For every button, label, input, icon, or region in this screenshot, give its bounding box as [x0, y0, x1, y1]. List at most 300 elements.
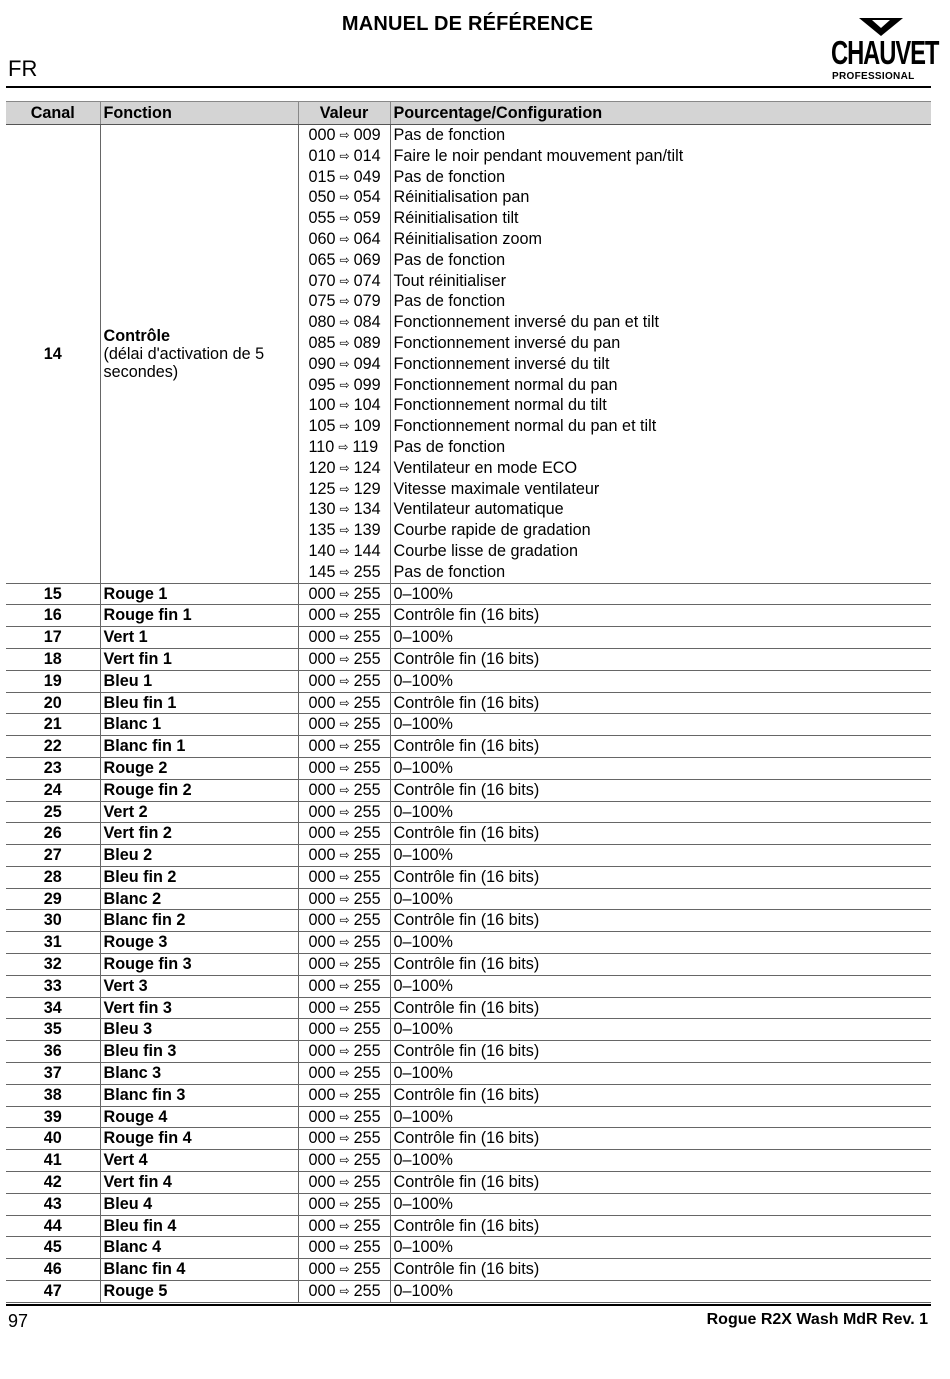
chauvet-logo — [829, 18, 939, 84]
setting-description: Contrôle fin (16 bits) — [390, 1128, 931, 1150]
range-from: 000 — [308, 693, 336, 712]
double-arrow-right-icon: ⇨ — [338, 439, 349, 454]
table-row — [6, 1281, 931, 1303]
channel-function: Rouge fin 4 — [100, 1128, 298, 1150]
setting-description: Contrôle fin (16 bits) — [390, 910, 931, 932]
range-to: 109 — [353, 417, 381, 436]
page-number: 97 — [8, 1311, 29, 1331]
double-arrow-right-icon: ⇨ — [339, 564, 350, 579]
range-to: 255 — [353, 1020, 381, 1039]
double-arrow-right-icon: ⇨ — [339, 502, 350, 517]
setting-description: 0–100% — [390, 1281, 931, 1303]
range-to: 255 — [353, 824, 381, 843]
double-arrow-right-icon: ⇨ — [339, 543, 350, 558]
value-range — [298, 692, 390, 714]
range-from: 070 — [308, 271, 336, 290]
page-title: MANUEL DE RÉFÉRENCE — [341, 13, 594, 35]
range-from: 055 — [308, 209, 336, 228]
channel-function: Bleu fin 1 — [100, 692, 298, 714]
channel-function: Blanc fin 1 — [100, 736, 298, 758]
setting-description: 0–100% — [390, 1106, 931, 1128]
double-arrow-right-icon: ⇨ — [339, 273, 350, 288]
setting-description: Contrôle fin (16 bits) — [390, 779, 931, 801]
range-to: 255 — [353, 1064, 381, 1083]
setting-description: Fonctionnement normal du pan — [393, 375, 618, 394]
range-from: 000 — [308, 715, 336, 734]
channel-number: 24 — [6, 779, 100, 801]
range-from: 080 — [308, 313, 336, 332]
channel-number: 36 — [6, 1041, 100, 1063]
channel-function: Blanc 2 — [100, 888, 298, 910]
value-range — [298, 779, 390, 801]
table-row — [6, 910, 931, 932]
range-to: 099 — [353, 375, 381, 394]
range-to: 144 — [353, 541, 381, 560]
channel-number: 26 — [6, 823, 100, 845]
value-range — [298, 845, 390, 867]
table-row — [6, 997, 931, 1019]
double-arrow-right-icon: ⇨ — [339, 169, 350, 184]
range-from: 095 — [308, 375, 336, 394]
double-arrow-right-icon: ⇨ — [339, 717, 350, 732]
value-range — [298, 627, 390, 649]
setting-description: Pas de fonction — [393, 292, 506, 311]
table-row — [6, 845, 931, 867]
double-arrow-right-icon: ⇨ — [339, 460, 350, 475]
value-range — [298, 1063, 390, 1085]
range-from: 000 — [308, 737, 336, 756]
channel-function: Blanc fin 4 — [100, 1259, 298, 1281]
value-range — [298, 1084, 390, 1106]
range-to: 124 — [353, 458, 381, 477]
value-range — [298, 801, 390, 823]
range-to: 069 — [353, 250, 381, 269]
range-from: 000 — [308, 802, 336, 821]
range-from: 000 — [308, 1260, 336, 1279]
table-row — [6, 954, 931, 976]
setting-description: Contrôle fin (16 bits) — [390, 1041, 931, 1063]
channel-number: 25 — [6, 801, 100, 823]
double-arrow-right-icon: ⇨ — [339, 695, 350, 710]
range-to: 129 — [353, 479, 381, 498]
table-row — [6, 1063, 931, 1085]
value-range — [298, 932, 390, 954]
double-arrow-right-icon: ⇨ — [339, 848, 350, 863]
range-from: 000 — [308, 998, 336, 1017]
channel-function: Vert 2 — [100, 801, 298, 823]
channel-number: 27 — [6, 845, 100, 867]
double-arrow-right-icon: ⇨ — [339, 782, 350, 797]
double-arrow-right-icon: ⇨ — [339, 231, 350, 246]
table-row — [6, 736, 931, 758]
double-arrow-right-icon: ⇨ — [339, 1087, 350, 1102]
range-from: 065 — [308, 250, 336, 269]
range-to: 255 — [353, 1260, 381, 1279]
channel-number: 23 — [6, 757, 100, 779]
double-arrow-right-icon: ⇨ — [339, 739, 350, 754]
channel-function: Bleu 1 — [100, 670, 298, 692]
channel-function: Vert 3 — [100, 975, 298, 997]
double-arrow-right-icon: ⇨ — [339, 673, 350, 688]
value-range — [298, 866, 390, 888]
range-from: 000 — [308, 867, 336, 886]
channel-number: 40 — [6, 1128, 100, 1150]
range-from: 000 — [308, 976, 336, 995]
range-to: 255 — [353, 1129, 381, 1148]
value-range — [298, 416, 390, 437]
range-to: 255 — [353, 780, 381, 799]
table-row — [6, 1128, 931, 1150]
channel-function: Rouge 4 — [100, 1106, 298, 1128]
table-row — [6, 866, 931, 888]
range-from: 000 — [308, 1042, 336, 1061]
range-to: 255 — [353, 671, 381, 690]
channel-function: Rouge 5 — [100, 1281, 298, 1303]
channel-function: Rouge fin 2 — [100, 779, 298, 801]
setting-description: Tout réinitialiser — [393, 271, 506, 290]
value-range — [298, 997, 390, 1019]
range-to: 009 — [353, 126, 381, 144]
table-header-row — [6, 102, 931, 125]
value-range — [298, 1019, 390, 1041]
double-arrow-right-icon: ⇨ — [339, 128, 350, 142]
range-to: 014 — [353, 146, 381, 165]
setting-description: Fonctionnement normal du tilt — [393, 396, 607, 415]
range-to: 064 — [353, 229, 381, 248]
table-row — [6, 932, 931, 954]
value-range — [298, 714, 390, 736]
double-arrow-right-icon: ⇨ — [339, 935, 350, 950]
range-from: 000 — [308, 1020, 336, 1039]
range-from: 125 — [308, 479, 336, 498]
value-range — [298, 333, 390, 354]
range-to: 049 — [353, 167, 381, 186]
channel-number: 46 — [6, 1259, 100, 1281]
table-row — [6, 583, 931, 605]
channel-number: 22 — [6, 736, 100, 758]
setting-description: 0–100% — [390, 1019, 931, 1041]
value-range — [298, 499, 390, 520]
value-range — [298, 757, 390, 779]
range-to: 255 — [353, 693, 381, 712]
setting-description: Pas de fonction — [393, 126, 506, 144]
range-to: 139 — [353, 521, 381, 540]
table-row — [6, 1237, 931, 1259]
setting-description: Pas de fonction — [390, 562, 931, 583]
range-from: 000 — [308, 584, 336, 603]
range-to: 255 — [353, 933, 381, 952]
range-to: 059 — [353, 209, 381, 228]
double-arrow-right-icon: ⇨ — [339, 377, 350, 392]
range-to: 255 — [353, 1216, 381, 1235]
setting-description: 0–100% — [390, 670, 931, 692]
range-to: 134 — [353, 500, 381, 519]
logo-subtitle: PROFESSIONAL — [832, 71, 915, 82]
range-to: 255 — [353, 998, 381, 1017]
range-from: 000 — [308, 126, 336, 144]
double-arrow-right-icon: ⇨ — [339, 760, 350, 775]
setting-description: 0–100% — [390, 583, 931, 605]
channel-number: 43 — [6, 1193, 100, 1215]
setting-description: Fonctionnement inversé du pan — [393, 333, 621, 352]
setting-description: Réinitialisation tilt — [393, 209, 519, 228]
range-to: 255 — [353, 606, 381, 625]
channel-number: 14 — [6, 125, 100, 584]
channel-function: Bleu fin 2 — [100, 866, 298, 888]
channel-number: 32 — [6, 954, 100, 976]
header-valeur: Valeur — [298, 102, 390, 125]
double-arrow-right-icon: ⇨ — [339, 1196, 350, 1211]
value-range — [298, 187, 390, 208]
range-from: 000 — [308, 1107, 336, 1126]
channel-function: Rouge fin 1 — [100, 605, 298, 627]
setting-description: 0–100% — [390, 1150, 931, 1172]
value-range — [298, 888, 390, 910]
range-to: 079 — [353, 292, 381, 311]
footer-rule — [6, 1304, 931, 1306]
setting-description: 0–100% — [390, 627, 931, 649]
channel-number: 15 — [6, 583, 100, 605]
double-arrow-right-icon: ⇨ — [339, 630, 350, 645]
double-arrow-right-icon: ⇨ — [339, 294, 350, 309]
double-arrow-right-icon: ⇨ — [339, 1284, 350, 1299]
setting-description: 0–100% — [390, 888, 931, 910]
double-arrow-right-icon: ⇨ — [339, 826, 350, 841]
setting-description: Ventilateur en mode ECO — [393, 458, 578, 477]
range-from: 000 — [308, 671, 336, 690]
range-to: 255 — [353, 758, 381, 777]
value-range — [298, 1041, 390, 1063]
range-from: 000 — [308, 1194, 336, 1213]
range-to: 255 — [353, 955, 381, 974]
channel-number: 39 — [6, 1106, 100, 1128]
range-from: 000 — [308, 846, 336, 865]
setting-description: Courbe lisse de gradation — [393, 541, 578, 560]
range-to: 094 — [353, 354, 381, 373]
channel-function: Vert 4 — [100, 1150, 298, 1172]
range-from: 090 — [308, 354, 336, 373]
value-range — [298, 458, 390, 479]
value-range — [298, 146, 390, 167]
setting-description: Pas de fonction — [393, 167, 506, 186]
setting-description: 0–100% — [390, 975, 931, 997]
double-arrow-right-icon: ⇨ — [339, 913, 350, 928]
range-from: 015 — [308, 167, 336, 186]
range-from: 085 — [308, 333, 336, 352]
table-row — [6, 1019, 931, 1041]
setting-description: Faire le noir pendant mouvement pan/tilt — [393, 146, 684, 165]
double-arrow-right-icon: ⇨ — [339, 869, 350, 884]
table-row — [6, 125, 931, 146]
range-from: 000 — [308, 1282, 336, 1301]
range-to: 255 — [353, 1085, 381, 1104]
double-arrow-right-icon: ⇨ — [339, 1240, 350, 1255]
setting-description: 0–100% — [390, 1237, 931, 1259]
table-row — [6, 1215, 931, 1237]
setting-description: Courbe rapide de gradation — [393, 521, 591, 540]
range-from: 100 — [308, 396, 336, 415]
range-to: 255 — [353, 846, 381, 865]
range-to: 255 — [353, 976, 381, 995]
double-arrow-right-icon: ⇨ — [339, 148, 350, 163]
double-arrow-right-icon: ⇨ — [339, 978, 350, 993]
double-arrow-right-icon: ⇨ — [339, 419, 350, 434]
table-row — [6, 888, 931, 910]
value-range — [298, 583, 390, 605]
setting-description: 0–100% — [390, 801, 931, 823]
channel-number: 19 — [6, 670, 100, 692]
value-range — [298, 375, 390, 396]
channel-number: 41 — [6, 1150, 100, 1172]
channel-function: Blanc fin 3 — [100, 1084, 298, 1106]
value-range — [298, 1281, 390, 1303]
range-to: 074 — [353, 271, 381, 290]
range-from: 110 — [308, 437, 335, 456]
table-body — [6, 125, 931, 1303]
channel-function: Vert 1 — [100, 627, 298, 649]
channel-number: 29 — [6, 888, 100, 910]
channel-function: Rouge 3 — [100, 932, 298, 954]
channel-function: Vert fin 4 — [100, 1172, 298, 1194]
channel-number: 18 — [6, 648, 100, 670]
value-range — [298, 520, 390, 541]
channel-function: Blanc fin 2 — [100, 910, 298, 932]
setting-description: Contrôle fin (16 bits) — [390, 954, 931, 976]
setting-description: Contrôle fin (16 bits) — [390, 692, 931, 714]
value-range — [298, 1237, 390, 1259]
range-to: 255 — [353, 1173, 381, 1192]
range-to: 054 — [353, 188, 381, 207]
channel-function: Vert fin 3 — [100, 997, 298, 1019]
double-arrow-right-icon: ⇨ — [339, 315, 350, 330]
setting-description: Fonctionnement inversé du pan et tilt — [393, 313, 659, 332]
channel-number: 44 — [6, 1215, 100, 1237]
channel-function: Bleu 4 — [100, 1193, 298, 1215]
setting-description: Pas de fonction — [393, 250, 506, 269]
range-from: 000 — [308, 1064, 336, 1083]
range-from: 000 — [308, 1238, 336, 1257]
double-arrow-right-icon: ⇨ — [339, 1131, 350, 1146]
range-to: 255 — [353, 1194, 381, 1213]
value-range — [298, 541, 390, 562]
channel-number: 45 — [6, 1237, 100, 1259]
channel-function: Vert fin 2 — [100, 823, 298, 845]
value-range — [298, 479, 390, 500]
range-from: 000 — [308, 889, 336, 908]
range-to: 255 — [353, 911, 381, 930]
setting-description: 0–100% — [390, 1193, 931, 1215]
channel-number: 35 — [6, 1019, 100, 1041]
double-arrow-right-icon: ⇨ — [339, 1262, 350, 1277]
double-arrow-right-icon: ⇨ — [339, 1022, 350, 1037]
value-range — [298, 670, 390, 692]
double-arrow-right-icon: ⇨ — [339, 481, 350, 496]
function-note: (délai d'activation de 5 secondes) — [103, 344, 265, 381]
value-range — [298, 167, 390, 188]
table-row — [6, 627, 931, 649]
range-from: 130 — [308, 500, 336, 519]
double-arrow-right-icon: ⇨ — [339, 252, 350, 267]
setting-description: 0–100% — [390, 845, 931, 867]
value-range — [298, 229, 390, 250]
range-to: 084 — [353, 313, 381, 332]
double-arrow-right-icon: ⇨ — [339, 1109, 350, 1124]
value-range — [298, 208, 390, 229]
document-reference: Rogue R2X Wash MdR Rev. 1 — [706, 1311, 928, 1328]
double-arrow-right-icon: ⇨ — [339, 608, 350, 623]
value-range — [298, 1172, 390, 1194]
range-to: 255 — [353, 1238, 381, 1257]
value-range — [298, 1128, 390, 1150]
value-range — [298, 1150, 390, 1172]
double-arrow-right-icon: ⇨ — [339, 523, 350, 538]
setting-description: Contrôle fin (16 bits) — [390, 997, 931, 1019]
table-row — [6, 648, 931, 670]
range-from: 000 — [308, 1151, 336, 1170]
range-to: 255 — [353, 628, 381, 647]
range-to: 255 — [353, 889, 381, 908]
range-to: 255 — [353, 867, 381, 886]
channel-function: Blanc 3 — [100, 1063, 298, 1085]
value-range — [298, 1259, 390, 1281]
channel-function: Rouge 1 — [100, 583, 298, 605]
range-to: 255 — [353, 562, 381, 581]
range-from: 000 — [308, 606, 336, 625]
channel-function: Blanc 4 — [100, 1237, 298, 1259]
double-arrow-right-icon: ⇨ — [339, 398, 350, 413]
double-arrow-right-icon: ⇨ — [339, 1175, 350, 1190]
channel-function: Rouge fin 3 — [100, 954, 298, 976]
table-row — [6, 823, 931, 845]
channel-function: Blanc 1 — [100, 714, 298, 736]
channel-number: 28 — [6, 866, 100, 888]
range-from: 145 — [308, 562, 336, 581]
setting-description: Contrôle fin (16 bits) — [390, 605, 931, 627]
range-from: 000 — [308, 933, 336, 952]
range-to: 255 — [353, 1042, 381, 1061]
range-to: 255 — [353, 649, 381, 668]
setting-description: 0–100% — [390, 714, 931, 736]
logo-word: CHAUVET — [831, 34, 939, 71]
range-from: 010 — [308, 146, 336, 165]
range-from: 050 — [308, 188, 336, 207]
range-to: 255 — [353, 1282, 381, 1301]
setting-description: Contrôle fin (16 bits) — [390, 1172, 931, 1194]
setting-description: Ventilateur automatique — [393, 500, 564, 519]
channel-function: Bleu fin 3 — [100, 1041, 298, 1063]
table-row — [6, 1041, 931, 1063]
value-range — [298, 291, 390, 312]
range-to: 255 — [353, 584, 381, 603]
setting-description: 0–100% — [390, 1063, 931, 1085]
table-row — [6, 779, 931, 801]
channel-function — [100, 125, 298, 584]
range-to: 119 — [352, 437, 379, 456]
double-arrow-right-icon: ⇨ — [339, 586, 350, 601]
double-arrow-right-icon: ⇨ — [339, 804, 350, 819]
value-range — [298, 562, 390, 583]
double-arrow-right-icon: ⇨ — [339, 1066, 350, 1081]
value-range — [298, 1106, 390, 1128]
setting-description: Fonctionnement normal du pan et tilt — [393, 417, 657, 436]
double-arrow-right-icon: ⇨ — [339, 1000, 350, 1015]
setting-description: Contrôle fin (16 bits) — [390, 823, 931, 845]
value-range — [298, 354, 390, 375]
table-row — [6, 714, 931, 736]
header-rule — [6, 86, 931, 88]
value-range — [298, 250, 390, 271]
language-code: FR — [8, 56, 38, 81]
